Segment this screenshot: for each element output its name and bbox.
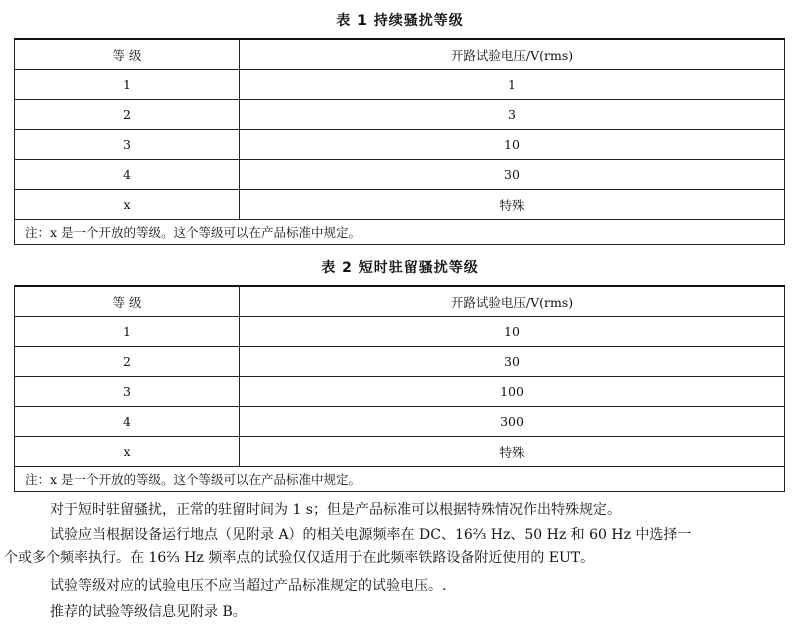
table1-caption: 表 1 持续骚扰等级 [336, 13, 464, 29]
table-header-row [15, 286, 785, 317]
level-cell: 4 [15, 407, 240, 437]
table-row [15, 70, 785, 100]
header-voltage: 开路试验电压/V(rms) [240, 39, 785, 70]
table2-short-dwell-disturbance-levels [14, 285, 785, 492]
level-cell: 2 [15, 100, 240, 130]
voltage-cell: 30 [240, 347, 785, 377]
level-cell: x [15, 190, 240, 220]
table-note-row [15, 220, 785, 245]
header-level: 等 级 [15, 39, 240, 70]
table-row [15, 377, 785, 407]
header-level: 等 级 [15, 286, 240, 317]
level-cell: 2 [15, 347, 240, 377]
table-row [15, 160, 785, 190]
table-note-row [15, 467, 785, 492]
table-row [15, 190, 785, 220]
table-row [15, 317, 785, 347]
paragraph-frequency-line1: 试验应当根据设备运行地点（见附录 A）的相关电源频率在 DC、16⅔ Hz、50 Hz 和 60 Hz 中选择一 [50, 527, 692, 543]
table-row [15, 437, 785, 467]
level-cell: 3 [15, 377, 240, 407]
table-header-row [15, 39, 785, 70]
voltage-cell: 10 [240, 317, 785, 347]
table-row [15, 100, 785, 130]
table-row [15, 407, 785, 437]
table-row [15, 347, 785, 377]
voltage-cell: 10 [240, 130, 785, 160]
voltage-cell: 3 [240, 100, 785, 130]
level-cell: 1 [15, 317, 240, 347]
paragraph-annex-reference: 推荐的试验等级信息见附录 B。 [50, 604, 247, 620]
level-cell: 1 [15, 70, 240, 100]
paragraph-test-voltage: 试验等级对应的试验电压不应当超过产品标准规定的试验电压。. [50, 578, 447, 594]
header-voltage: 开路试验电压/V(rms) [240, 286, 785, 317]
voltage-cell: 100 [240, 377, 785, 407]
table2-caption: 表 2 短时驻留骚扰等级 [321, 260, 479, 276]
paragraph-frequency-line2: 个或多个频率执行。在 16⅔ Hz 频率点的试验仅仅适用于在此频率铁路设备附近使用的 EUT。 [4, 550, 595, 566]
voltage-cell: 特殊 [240, 190, 785, 220]
voltage-cell: 300 [240, 407, 785, 437]
level-cell: 4 [15, 160, 240, 190]
table2-note: 注：x 是一个开放的等级。这个等级可以在产品标准中规定。 [15, 467, 785, 492]
level-cell: 3 [15, 130, 240, 160]
voltage-cell: 1 [240, 70, 785, 100]
voltage-cell: 30 [240, 160, 785, 190]
table-row [15, 130, 785, 160]
paragraph-dwell-time: 对于短时驻留骚扰，正常的驻留时间为 1 s；但是产品标准可以根据特殊情况作出特殊规定。 [50, 502, 621, 518]
voltage-cell: 特殊 [240, 437, 785, 467]
level-cell: x [15, 437, 240, 467]
table1-note: 注：x 是一个开放的等级。这个等级可以在产品标准中规定。 [15, 220, 785, 245]
table1-continuous-disturbance-levels [14, 38, 785, 245]
